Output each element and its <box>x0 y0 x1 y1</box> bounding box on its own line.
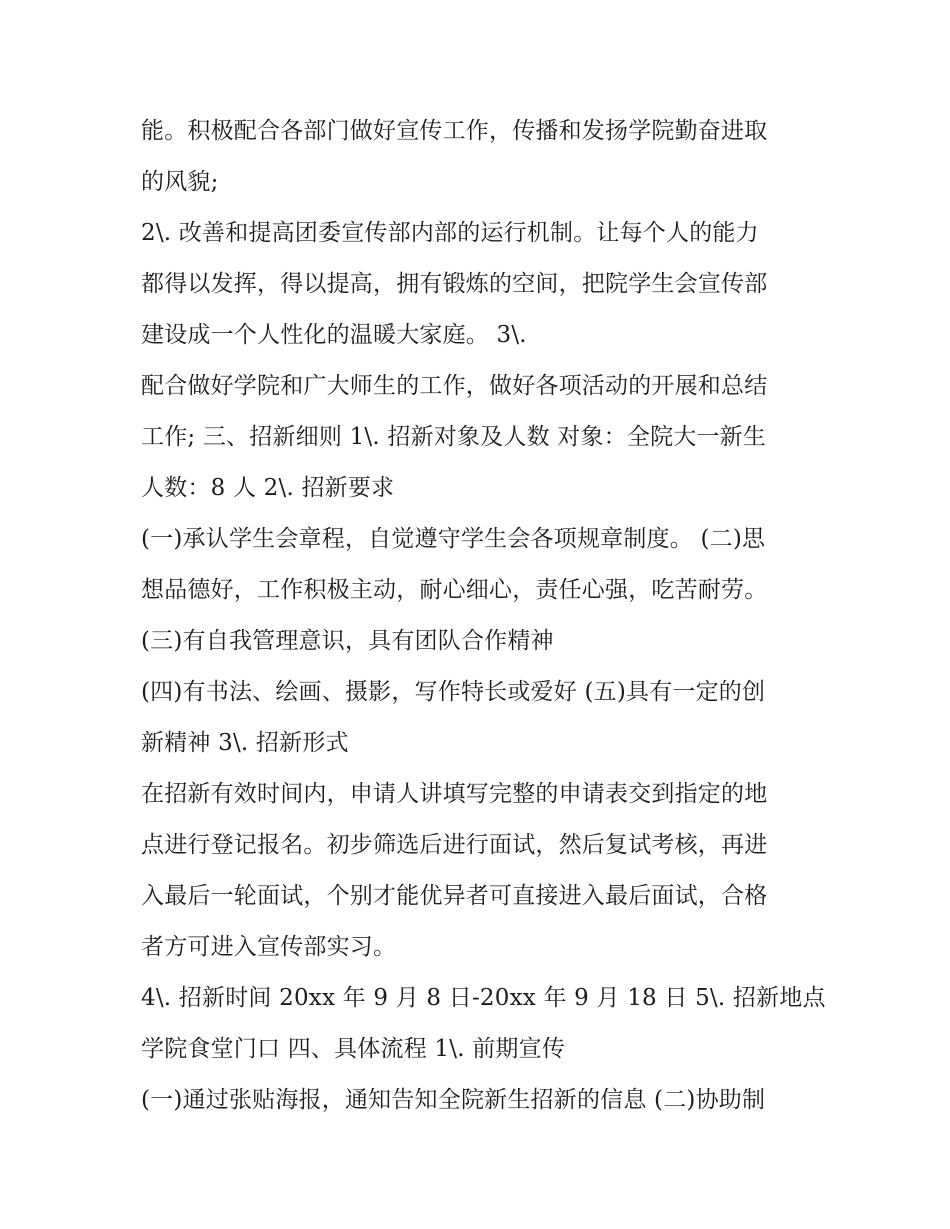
text-line: 工作; 三、招新细则 1\. 招新对象及人数 对象：全院大一新生 <box>141 424 767 450</box>
text-line: 4\. 招新时间 20xx 年 9 月 8 日-20xx 年 9 月 18 日 5\. 招新地点 <box>141 985 826 1011</box>
text-line: 点进行登记报名。初步筛选后进行面试，然后复试考核，再进 <box>141 832 768 858</box>
text-line: (四)有书法、绘画、摄影，写作特长或爱好 (五)具有一定的创 <box>141 679 766 705</box>
text-line: 2\. 改善和提高团委宣传部内部的运行机制。让每个人的能力 <box>141 220 759 246</box>
text-line: (一)通过张贴海报，通知告知全院新生招新的信息 (二)协助制 <box>141 1087 766 1113</box>
text-line: 入最后一轮面试，个别才能优异者可直接进入最后面试，合格 <box>141 883 768 909</box>
text-line: (一)承认学生会章程，自觉遵守学生会各项规章制度。 (二)思 <box>141 526 766 552</box>
text-line: 建设成一个人性化的温暖大家庭。 3\. <box>141 322 527 348</box>
text-line: 学院食堂门口 四、具体流程 1\. 前期宣传 <box>141 1036 566 1062</box>
text-line: 配合做好学院和广大师生的工作，做好各项活动的开展和总结 <box>141 373 768 399</box>
text-line: 人数：8 人 2\. 招新要求 <box>141 475 395 501</box>
text-line: 想品德好，工作积极主动，耐心细心，责任心强，吃苦耐劳。 <box>141 577 768 603</box>
text-line: 新精神 3\. 招新形式 <box>141 730 349 756</box>
text-line: 者方可进入宣传部实习。 <box>141 934 397 960</box>
text-line: 在招新有效时间内，申请人讲填写完整的申请表交到指定的地 <box>141 781 768 807</box>
text-line: (三)有自我管理意识，具有团队合作精神 <box>141 628 554 654</box>
text-line: 能。积极配合各部门做好宣传工作，传播和发扬学院勤奋进取 <box>141 118 768 144</box>
text-line: 的风貌; <box>141 169 219 195</box>
document-body <box>141 106 826 1126</box>
text-line: 都得以发挥，得以提高，拥有锻炼的空间，把院学生会宣传部 <box>141 271 768 297</box>
